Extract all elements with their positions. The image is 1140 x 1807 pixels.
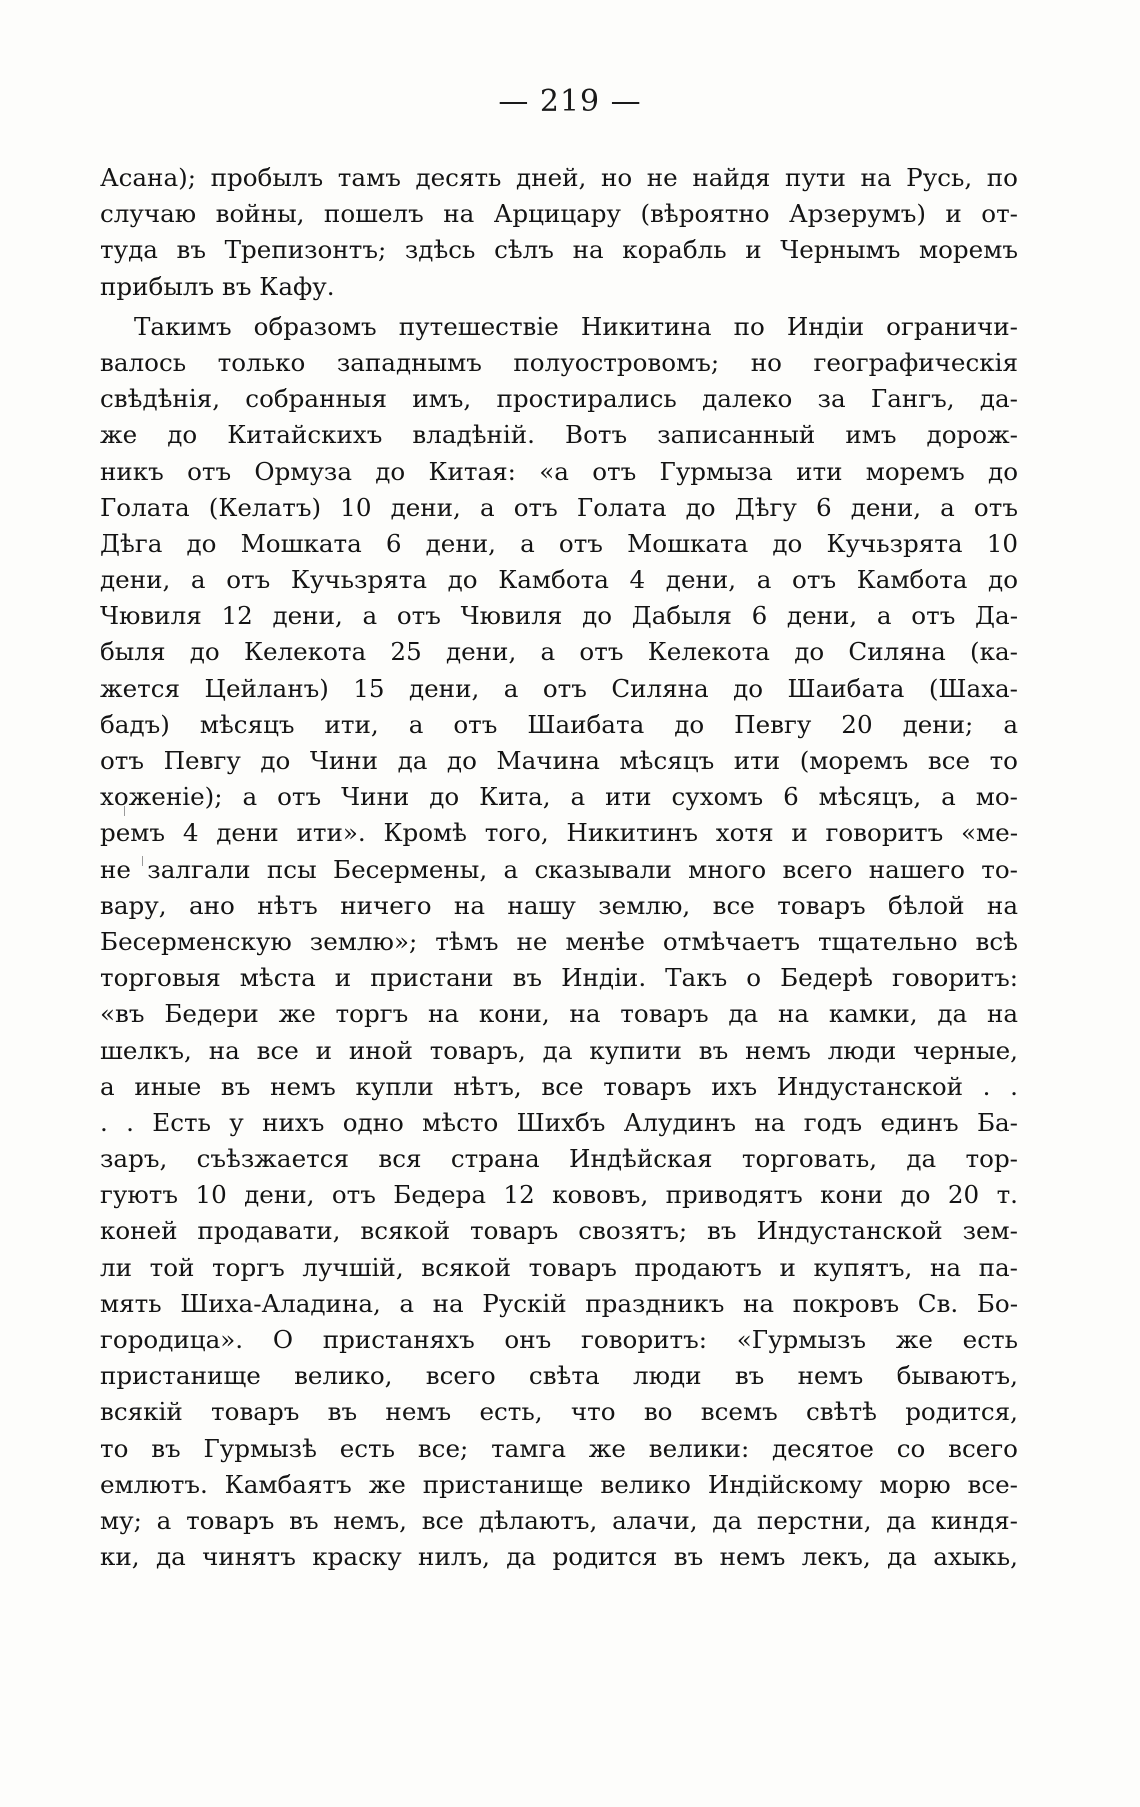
text-line: емлютъ. Камбаятъ же пристанище велико Индійскому морю все- <box>100 1469 1018 1499</box>
text-line: шелкъ, на все и иной товаръ, да купити въ немъ люди черные, <box>100 1035 1018 1065</box>
text-line: Чювиля 12 дени, а отъ Чювиля до Дабыля 6 дени, а отъ Да- <box>100 601 1018 631</box>
text-line: случаю войны, пошелъ на Арцицару (вѣроятно Арзерумъ) и от- <box>100 199 1018 229</box>
text-line: то въ Гурмызѣ есть все; тамга же велики: десятое со всего <box>100 1433 1018 1463</box>
text-line: свѣдѣнія, собранныя имъ, простирались далеко за Гангъ, да- <box>100 384 1018 414</box>
text-line: жется Цейланъ) 15 дени, а отъ Силяна до Шаибата (Шаха- <box>100 673 1018 703</box>
text-line: вару, ано нѣтъ ничего на нашу землю, все товаръ бѣлой на <box>100 890 1018 920</box>
body-text <box>100 160 1018 1575</box>
text-line: торговыя мѣста и пристани въ Индіи. Такъ о Бедерѣ говоритъ: <box>100 963 1018 993</box>
text-line: Голата (Келатъ) 10 дени, а отъ Голата до Дѣгу 6 дени, а отъ <box>100 492 1018 522</box>
text-line: ки, да чинятъ краску нилъ, да родится въ немъ лекъ, да ахыкь, <box>100 1542 1018 1572</box>
text-line: быля до Келекота 25 дени, а отъ Келекота до Силяна (ка- <box>100 637 1018 667</box>
text-line: валось только западнымъ полуостровомъ; но географическія <box>100 347 1018 377</box>
text-line: гуютъ 10 дени, отъ Бедера 12 кововъ, приводятъ кони до 20 т. <box>100 1180 1018 1210</box>
text-line: же до Китайскихъ владѣній. Вотъ записанный имъ дорож- <box>100 420 1018 450</box>
text-line: туда въ Трепизонтъ; здѣсь сѣлъ на корабль и Чернымъ моремъ <box>100 235 1018 265</box>
text-line: Асана); пробылъ тамъ десять дней, но не найдя пути на Русь, по <box>100 163 1018 192</box>
text-line: Дѣга до Мошката 6 дени, а отъ Мошката до Кучьзрята 10 <box>100 528 1018 558</box>
text-line: а иные въ немъ купли нѣтъ, все товаръ ихъ Индустанской . . <box>100 1071 1018 1101</box>
text-line: прибылъ въ Кафу. <box>100 271 335 301</box>
text-line: не залгали псы Бесермены, а сказывали много всего нашего то- <box>100 854 1018 884</box>
text-line: пристанище велико, всего свѣта люди въ немъ бываютъ, <box>100 1361 1018 1391</box>
paragraph-2 <box>100 309 1018 1576</box>
page-number: — 219 — <box>498 84 642 119</box>
text-line: хоженіе); а отъ Чини до Кита, а ити сухомъ 6 мѣсяцъ, а мо- <box>100 782 1018 812</box>
text-line: коней продавати, всякой товаръ свозятъ; въ Индустанской зем- <box>100 1216 1018 1246</box>
text-line: никъ отъ Ормуза до Китая: «а отъ Гурмыза ити моремъ до <box>100 456 1018 486</box>
text-line: городица». О пристаняхъ онъ говоритъ: «Гурмызъ же есть <box>100 1325 1018 1354</box>
text-line: бадъ) мѣсяцъ ити, а отъ Шаибата до Певгу 20 дени; а <box>100 709 1018 739</box>
text-line: мять Шиха-Аладина, а на Рускій праздникъ на покровъ Св. Бо- <box>100 1288 1018 1318</box>
text-line: дени, а отъ Кучьзрята до Камбота 4 дени, а отъ Камбота до <box>100 565 1018 595</box>
text-line: Такимъ образомъ путешествіе Никитина по Индіи ограничи- <box>134 311 1018 341</box>
text-line: заръ, съѣзжается вся страна Индѣйская торговать, да тор- <box>100 1144 1018 1174</box>
text-line: ремъ 4 дени ити». Кромѣ того, Никитинъ хотя и говоритъ «ме- <box>100 818 1018 848</box>
text-line: . . Есть у нихъ одно мѣсто Шихбъ Алудинъ на годъ единъ Ба- <box>100 1107 1018 1137</box>
text-line: «въ Бедери же торгъ на кони, на товаръ да на камки, да на <box>100 999 1018 1029</box>
text-line: ли той торгъ лучшій, всякой товаръ продаютъ и купятъ, на па- <box>100 1252 1018 1282</box>
text-line: Бесерменскую землю»; тѣмъ не менѣе отмѣчаетъ тщательно всѣ <box>100 926 1018 956</box>
text-line: му; а товаръ въ немъ, все дѣлаютъ, алачи, да перстни, да киндя- <box>100 1505 1018 1535</box>
paragraph-1 <box>100 160 1018 305</box>
text-line: всякій товаръ въ немъ есть, что во всемъ свѣтѣ родится, <box>100 1397 1018 1427</box>
text-line: отъ Певгу до Чини да до Мачина мѣсяцъ ити (моремъ все то <box>100 746 1018 775</box>
